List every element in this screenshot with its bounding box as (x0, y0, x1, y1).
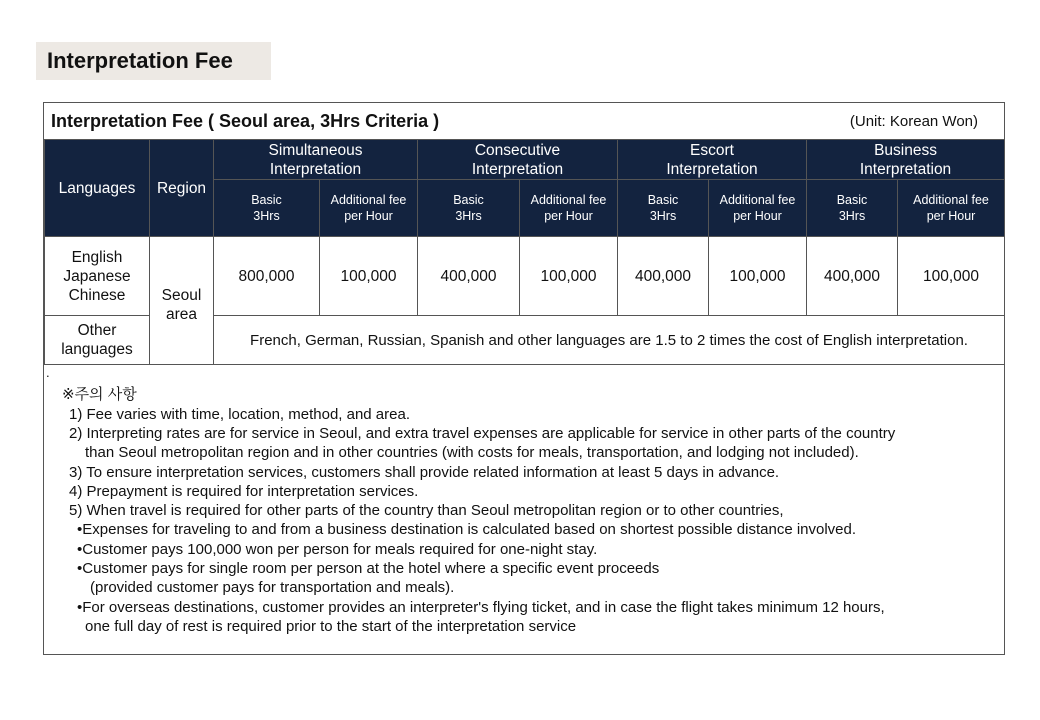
table-title: Interpretation Fee ( Seoul area, 3Hrs Criteria ) (51, 111, 440, 131)
fee-table-frame (43, 102, 1005, 655)
fee-value: 800,000 (214, 237, 320, 316)
header-basic (618, 180, 709, 237)
header-group-line1: Consecutive (474, 141, 561, 159)
fee-value: 400,000 (618, 237, 709, 316)
header-basic-line1: Basic (647, 193, 679, 207)
region-cell (150, 237, 214, 365)
header-group-line1: Escort (690, 141, 734, 159)
header-additional-line1: Additional fee (913, 193, 989, 207)
note-item: •Expenses for traveling to and from a business destination is calculated based on shortest possible distance involved. (77, 521, 857, 538)
note-item: •Customer pays for single room per person at the hotel where a specific event proceeds (77, 560, 660, 577)
note-item: •For overseas destinations, customer provides an interpreter's flying ticket, and in case the flight takes minimum 12 hours, (77, 599, 885, 616)
header-additional (709, 180, 807, 237)
region-line1: Seoul (161, 286, 202, 304)
languages-cell (45, 237, 150, 316)
header-group-line2: Interpretation (859, 160, 952, 178)
header-additional-line2: per Hour (733, 209, 782, 223)
fee-value: 400,000 (418, 237, 520, 316)
header-business (807, 140, 1005, 180)
note-item: 1) Fee varies with time, location, method, and area. (69, 406, 411, 423)
header-basic (807, 180, 898, 237)
header-basic-line2: 3Hrs (838, 209, 866, 223)
header-region: Region (150, 140, 214, 237)
header-additional-line1: Additional fee (330, 193, 407, 207)
other-languages-cell (45, 316, 150, 365)
note-item: 3) To ensure interpretation services, customers shall provide related information at least 5 days in advance. (69, 464, 780, 481)
header-basic-line2: 3Hrs (455, 209, 482, 223)
header-additional-line2: per Hour (544, 209, 593, 223)
header-additional-line1: Additional fee (530, 193, 607, 207)
note-item: 2) Interpreting rates are for service in Seoul, and extra travel expenses are applicable for service in other parts of the country (69, 425, 896, 442)
page-title: Interpretation Fee (36, 42, 271, 80)
language-name: English (71, 248, 123, 266)
note-item: one full day of rest is required prior to the start of the interpretation service (85, 618, 577, 635)
fee-value: 100,000 (520, 237, 618, 316)
header-group-line2: Interpretation (666, 160, 758, 178)
stray-dot: . (46, 365, 50, 380)
header-basic-line1: Basic (251, 193, 282, 207)
header-additional (898, 180, 1005, 237)
header-additional (320, 180, 418, 237)
note-item: 5) When travel is required for other parts of the country than Seoul metropolitan region or to other countries, (69, 502, 784, 519)
header-basic-line1: Basic (453, 193, 484, 207)
header-additional-line2: per Hour (926, 209, 976, 223)
note-item: than Seoul metropolitan region and in other countries (with costs for meals, transportation, and lodging not included). (85, 444, 859, 461)
note-item: 4) Prepayment is required for interpretation services. (69, 483, 419, 500)
fee-value: 100,000 (320, 237, 418, 316)
header-basic (418, 180, 520, 237)
header-group-line2: Interpretation (471, 160, 564, 178)
note-item: •Customer pays 100,000 won per person for meals required for one-night stay. (77, 541, 598, 558)
language-name: Other (77, 322, 117, 339)
header-additional-line2: per Hour (344, 209, 393, 223)
note-item: (provided customer pays for transportation and meals). (90, 579, 455, 596)
fee-value: 100,000 (709, 237, 807, 316)
header-languages: Languages (45, 140, 150, 237)
header-basic (214, 180, 320, 237)
header-basic-line2: 3Hrs (253, 209, 280, 223)
header-escort (618, 140, 807, 180)
header-basic-line2: 3Hrs (649, 209, 677, 223)
table-title-row (44, 103, 1004, 139)
header-basic-line1: Basic (836, 193, 868, 207)
notes-heading: ※주의 사항 (62, 386, 137, 403)
header-consecutive (418, 140, 618, 180)
fee-value: 100,000 (898, 237, 1005, 316)
region-line2: area (165, 305, 198, 323)
language-name: Chinese (68, 286, 126, 304)
header-simultaneous (214, 140, 418, 180)
fee-value: 400,000 (807, 237, 898, 316)
language-name: languages (61, 341, 133, 358)
header-group-line1: Business (874, 141, 937, 159)
fee-table (44, 139, 1005, 365)
header-additional (520, 180, 618, 237)
header-group-line2: Interpretation (269, 160, 362, 178)
unit-label: (Unit: Korean Won) (849, 113, 978, 130)
language-name: Japanese (63, 267, 131, 285)
header-additional-line1: Additional fee (719, 193, 796, 207)
other-languages-note: French, German, Russian, Spanish and other languages are 1.5 to 2 times the cost of English interpretation. (214, 316, 1005, 365)
header-group-line1: Simultaneous (268, 141, 363, 159)
